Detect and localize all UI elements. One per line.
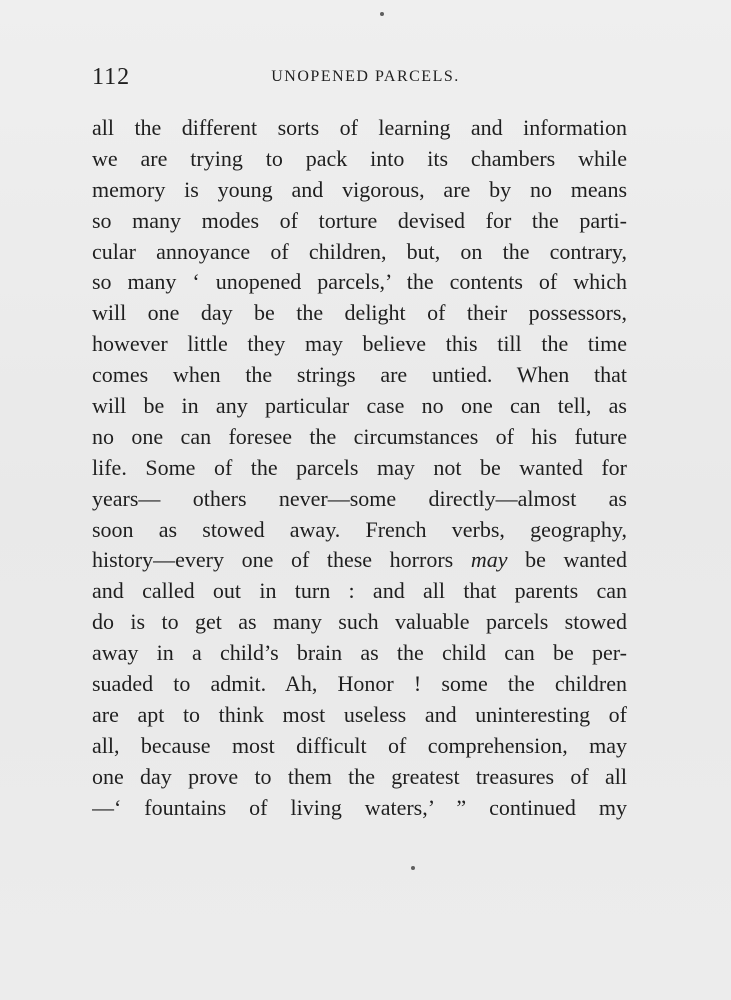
text-line: memory is young and vigorous, are by no means <box>92 176 627 202</box>
body-text <box>92 113 627 823</box>
text-line: all, because most difficult of comprehension, may <box>92 732 627 758</box>
text-line: however little they may believe this till the time <box>92 331 627 357</box>
page-number: 112 <box>92 64 131 90</box>
text-line: cular annoyance of children, but, on the contrary, <box>92 238 627 264</box>
text-line: will be in any particular case no one can tell, as <box>92 393 627 419</box>
text-line: so many ‘ unopened parcels,’ the contents of which <box>92 269 627 295</box>
text-line: soon as stowed away. French verbs, geography, <box>92 516 627 542</box>
text-line: all the different sorts of learning and information <box>92 115 627 140</box>
text-line: one day prove to them the greatest treasures of all <box>92 763 627 789</box>
print-speck <box>411 866 415 870</box>
text-line: years— others never—some directly—almost as <box>92 485 627 511</box>
text-line: away in a child’s brain as the child can be per- <box>92 640 627 666</box>
running-title: UNOPENED PARCELS. <box>271 68 460 85</box>
text-segment: be wanted <box>507 547 627 573</box>
text-line: —‘ fountains of living waters,’ ” continued my <box>92 794 627 820</box>
text-line: do is to get as many such valuable parcels stowed <box>92 609 627 635</box>
text-line: will one day be the delight of their possessors, <box>92 300 627 326</box>
italic-word: may <box>470 547 508 573</box>
text-line: suaded to admit. Ah, Honor ! some the children <box>92 671 627 697</box>
text-line: no one can foresee the circumstances of his future <box>92 423 627 449</box>
text-line: and called out in turn : and all that parents can <box>92 578 627 604</box>
text-line: we are trying to pack into its chambers while <box>92 145 627 171</box>
text-line-with-italic <box>92 545 627 576</box>
text-line: are apt to think most useless and uninteresting of <box>92 701 627 727</box>
text-segment: history—every one of these horrors <box>92 547 471 573</box>
text-line: life. Some of the parcels may not be wanted for <box>92 454 627 480</box>
print-speck <box>380 12 384 16</box>
text-line: comes when the strings are untied. When that <box>92 362 627 388</box>
page-header <box>92 64 627 94</box>
text-line: so many modes of torture devised for the parti- <box>92 207 627 233</box>
